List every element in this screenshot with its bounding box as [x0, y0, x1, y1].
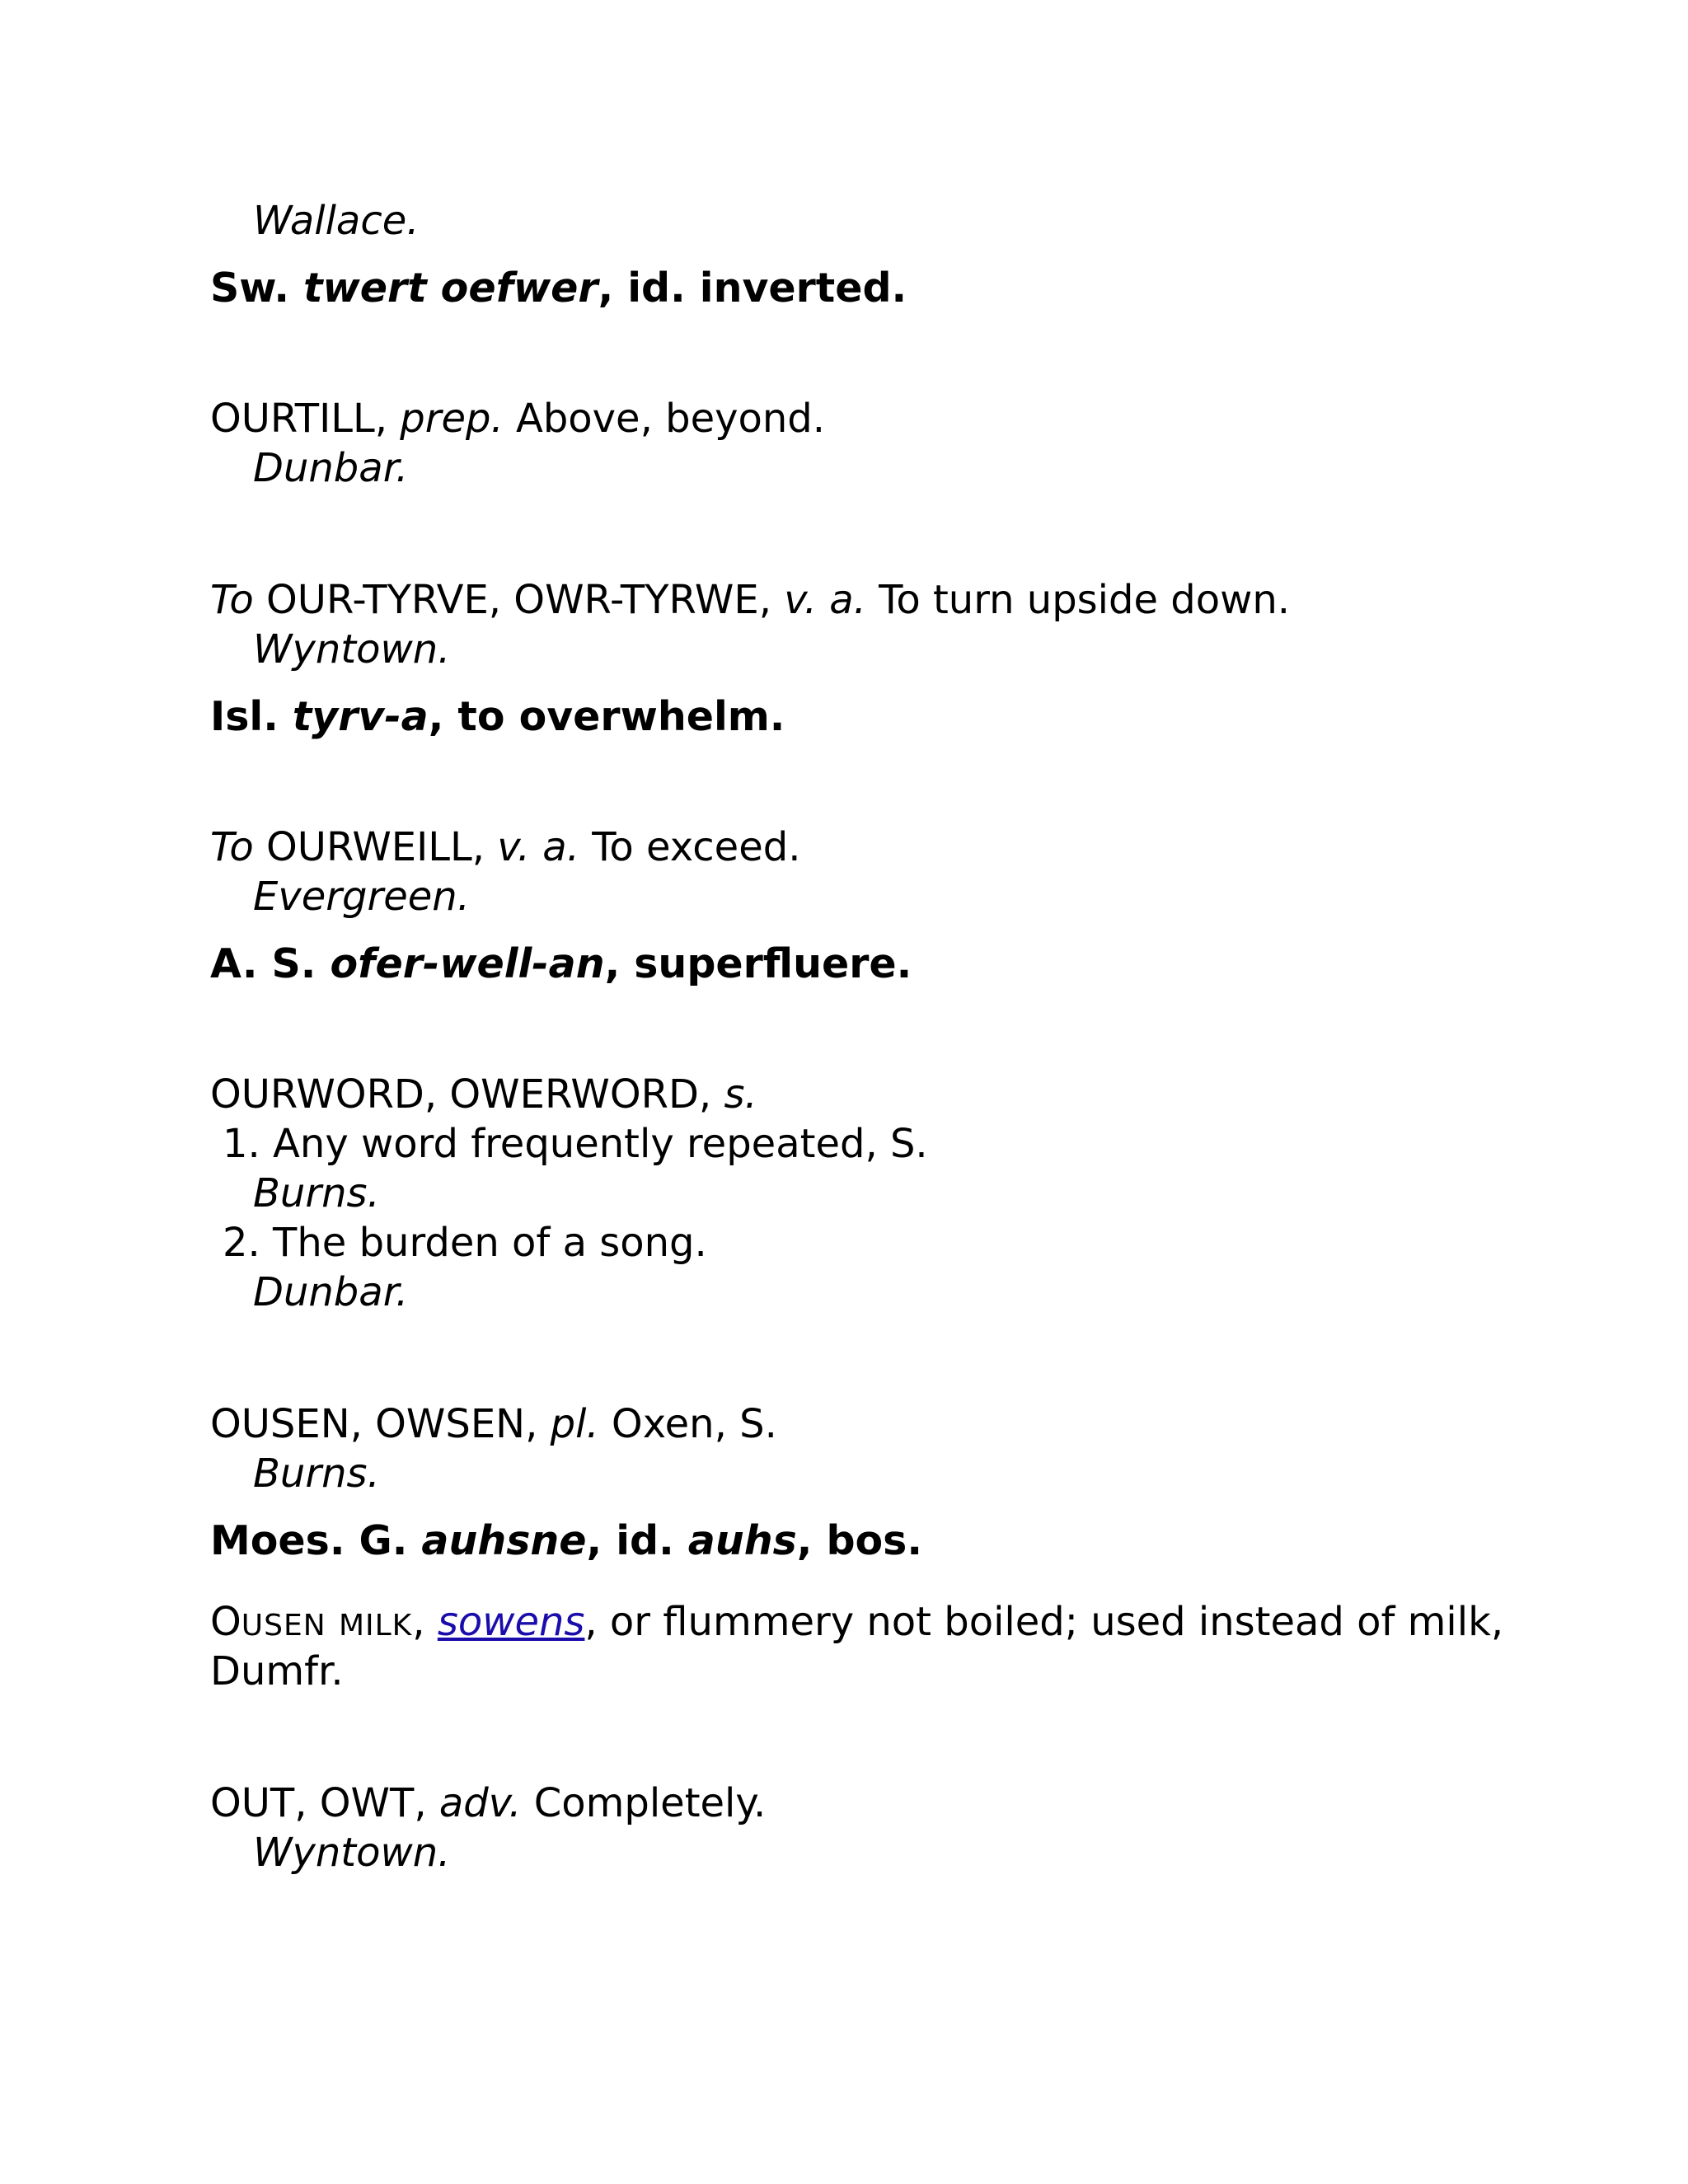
entry-ousen-milk: OUSEN MILK, sowens, or flummery not boiled; used instead of milk,	[210, 1599, 1504, 1645]
sense-1: 1. Any word frequently repeated, S.	[223, 1121, 928, 1167]
entry-ousen: OUSEN, OWSEN, pl. Oxen, S.	[210, 1401, 777, 1447]
sense-2: 2. The burden of a song.	[223, 1220, 707, 1266]
citation-dunbar: Dunbar.	[253, 445, 409, 491]
entry-our-tyrve: To OUR-TYRVE, OWR-TYRWE, v. a. To turn upside down.	[210, 577, 1291, 623]
dictionary-page	[210, 0, 1504, 2184]
etymology-as: A. S. ofer-well-an, superfluere.	[210, 940, 912, 987]
entry-ourword: OURWORD, OWERWORD, s.	[210, 1071, 757, 1118]
citation-wyntown-2: Wyntown.	[253, 1830, 451, 1876]
citation-wyntown: Wyntown.	[253, 626, 451, 673]
citation-burns: Burns.	[253, 1170, 380, 1216]
entry-out: OUT, OWT, adv. Completely.	[210, 1780, 767, 1826]
citation-burns-2: Burns.	[253, 1451, 380, 1497]
citation-evergreen: Evergreen.	[253, 874, 470, 920]
entry-ourweill: To OURWEILL, v. a. To exceed.	[210, 824, 801, 870]
citation-wallace: Wallace.	[253, 198, 420, 244]
etymology-sw: Sw. twert oefwer, id. inverted.	[210, 265, 907, 312]
citation-dunbar-2: Dunbar.	[253, 1269, 409, 1315]
entry-ousen-milk-continued: Dumfr.	[210, 1648, 344, 1694]
sowens-link[interactable]: sowens	[437, 1599, 585, 1645]
etymology-isl: Isl. tyrv-a, to overwhelm.	[210, 693, 785, 740]
etymology-moes-g: Moes. G. auhsne, id. auhs, bos.	[210, 1517, 922, 1564]
entry-ourtill: OURTILL, prep. Above, beyond.	[210, 396, 826, 442]
